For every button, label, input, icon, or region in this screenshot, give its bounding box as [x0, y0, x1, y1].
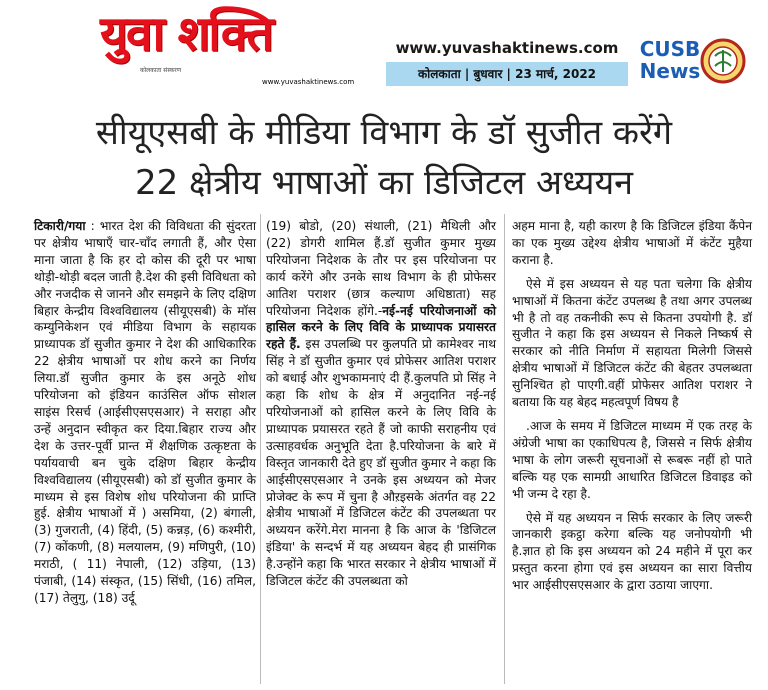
- logo-tagline: कोलकाता संस्करण: [140, 67, 182, 74]
- article-headline: [0, 108, 768, 208]
- paragraph: अहम माना है, यही कारण है कि डिजिटल इंडिया कैंपेन का एक मुख्य उद्देश्य क्षेत्रीय भाषाओं में कंटेंट मुहैया कराना है.: [512, 219, 752, 267]
- logo-title: युवा शक्ति: [100, 6, 272, 62]
- newspaper-logo: [100, 6, 355, 86]
- paragraph: ऐसे में यह अध्ययन न सिर्फ सरकार के लिए जरूरी जानकारी इकट्ठा करेगा बल्कि यह जनोपयोगी भी है.ज्ञात हो कि इस अध्ययन को 24 महीने में पूरा कर प्रस्तुत करना होगा एवं इस अध्ययन का सारा वित्तीय भार आईसीएसएसआर के द्वारा उठाया जाएगा.: [512, 510, 752, 593]
- article-column-2: [266, 218, 496, 590]
- university-emblem-icon: [700, 38, 746, 84]
- logo-site-url: www.yuvashaktinews.com: [262, 78, 355, 86]
- cusb-label: CUSB: [639, 37, 701, 61]
- paragraph-text: : भारत देश की विविधता की सुंदरता पर क्षेत्रीय भाषाएँ चार-चाँद लगाती हैं, और ऐसा माना जाता है कि हर दो कोस की दूरी पर भाषा थोड़ी-थोड़ी बदल जाती है.देश की इसी विविधता को और नजदीक से जानने और समझने के लिए दक्षिण बिहार केन्द्रीय विश्वविद्यालय (सीयूएसबी) के मॉस कम्युनिकेशन एवं मीडिया विभाग के सहायक प्राध्यापक डॉ सुजीत कुमार ने देश की आधिकारिक 22 क्षेत्रीय भाषाओं पर शोध करने का निर्णय लिया.डॉ सुजीत कुमार के इस अनूठे शोध परियोजना को इंडियन काउंसिल ऑफ सोशल साइंस रिसर्च (आईसीएसएसआर) ने सराहा और उन्हें अनुदान स्वीकृत कर दिया.बिहार राज्य और देश के उत्तर-पूर्वी प्रान्त में शैक्षणिक उत्कृष्टता के पर्यायवाची बन चुके दक्षिण बिहार केन्द्रीय विश्वविद्यालय (सीयूएसबी) को डॉ सुजीत कुमार के माध्यम से इस विशेष शोध परियोजना की प्राप्ति हुई. क्षेत्रीय भाषाओं में ) असमिया, (2) बंगाली, (3) गुजराती, (4) हिंदी, (5) कन्नड़, (6) कश्मीरी, (7) कोंकणी, (8) मलयालम, (9) मणिपुरी, (10) मराठी, ( 11) नेपाली, (12) उड़िया, (13) पंजाबी, (14) संस्कृत, (15) सिंधी, (16) तमिल, (17) तेलुगु, (18) उर्दू: [34, 219, 257, 605]
- paragraph: [34, 218, 256, 607]
- site-url: www.yuvashaktinews.com: [395, 39, 619, 57]
- dateline-place: टिकारी/गया: [34, 219, 86, 233]
- paragraph: .आज के समय में डिजिटल माध्यम में एक तरह के अंग्रेजी भाषा का एकाधिपत्य है, जिससे न सिर्फ क्षेत्रीय भाषा के लोग जरूरी सूचनाओं से रूबरू नहीं हो पाते बल्कि यह एक सामग्री आधारित डिजिटल डिवाइड को भी जन्म दे रहा है.: [512, 418, 752, 501]
- dateline: कोलकाता | बुधवार | 23 मार्च, 2022: [386, 62, 628, 86]
- cusb-news-badge: [636, 38, 704, 82]
- article-column-1: [34, 218, 256, 607]
- news-label: News: [639, 59, 701, 83]
- site-url-bar: [386, 36, 628, 60]
- highlighted-text: नई-नई परियोजनाओं को हासिल करने के लिए विवि के प्राध्यापक प्रयासरत रहते हैं.: [266, 303, 496, 352]
- paragraph-text: इस उपलब्धि पर कुलपति प्रो कामेश्वर नाथ सिंह ने डॉ सुजीत कुमार एवं प्रोफेसर आतिश पराशर को बधाई और शुभकामनाएं दी हैं.कुलपति प्रो सिंह ने कहा कि शोध के क्षेत्र में अनुदानित नई-नई परियोजनाओं को हासिल करने के लिए विवि के प्राध्यापक प्रयासरत रहते हैं जो काफी सराहनीय एवं उत्साहवर्धक अनुभूति देता है.परियोजना के बारे में विस्तृत जानकारी देते हुए डॉ सुजीत कुमार ने कहा कि आईसीएसएसआर ने उनके इस अध्ययन को मेजर प्रोजेक्ट के रूप में चुना है औऱइसके अंतर्गत वह 22 क्षेत्रीय भाषाओं में डिजिटल कंटेंट की उपलब्धता पर अध्ययन करेंगे.मेरा मानना है कि आज के 'डिजिटल इंडिया' के सन्दर्भ में यह अध्ययन बेहद ही प्रासंगिक है.उन्होंने कहा कि भारत सरकार ने क्षेत्रीय भाषाओं में डिजिटल कंटेंट की उपलब्धता को: [266, 337, 496, 589]
- column-divider: [260, 214, 261, 684]
- paragraph-text: (19) बोडो, (20) संथाली, (21) मैथिली और (22) डोगरी शामिल हैं.डॉ सुजीत कुमार मुख्य परियोजना निदेशक के तौर पर इस परियोजना पर कार्य करेंगे और उनके साथ विभाग के ही प्रोफेसर आतिश पराशर (छात्र कल्याण अधिष्ठाता) सह परियोजना निदेशक होंगे.-: [266, 219, 496, 318]
- headline-line-2: 22 क्षेत्रीय भाषाओं का डिजिटल अध्ययन: [134, 163, 634, 203]
- paragraph: ऐसे में इस अध्ययन से यह पता चलेगा कि क्षेत्रीय भाषाओं में कितना कंटेंट उपलब्ध है तथा अगर उपलब्ध भी है तो वह तकनीकी रूप से कितना उपयोगी है. डॉ सुजीत ने कहा कि इस अध्ययन से निकले निष्कर्ष से सरकार को नीति निर्माण में सहायता मिलेगी जिससे क्षेत्रीय भाषाओं में डिजिटल कंटेंट की बेहतर उपलब्धता सुनिश्चित हो पाएगी.वहीं प्रोफेसर आतिश पराशर ने बताया कि यह बेहद महत्वपूर्ण विषय है: [512, 276, 752, 410]
- article-column-3: [512, 218, 752, 594]
- paragraph: [266, 218, 496, 590]
- headline-line-1: सीयूएसबी के मीडिया विभाग के डॉ सुजीत करेंगे: [95, 113, 673, 153]
- column-divider: [504, 214, 505, 684]
